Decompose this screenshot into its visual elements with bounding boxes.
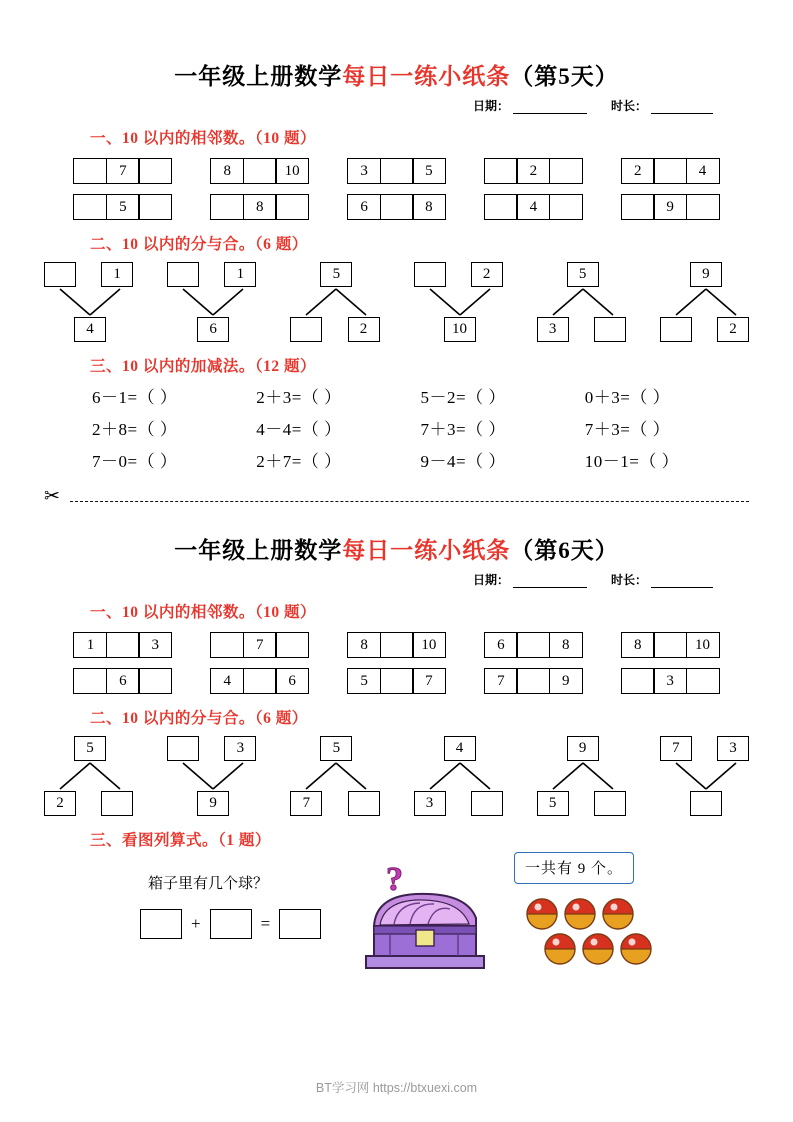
split-tree: [660, 736, 749, 816]
title-highlight: 每日一练小纸条: [342, 64, 511, 89]
arith-item[interactable]: 5－2=（ ）: [420, 388, 506, 407]
tree-box[interactable]: [101, 791, 133, 816]
split-tree: [290, 736, 379, 816]
neighbour-cell[interactable]: 9: [549, 668, 583, 694]
tree-box[interactable]: [290, 317, 322, 342]
neighbour-cell[interactable]: [138, 668, 172, 694]
tree-box[interactable]: 2: [348, 317, 380, 342]
section-heading-neighbours-day6: 一、10 以内的相邻数。（10 题）: [90, 604, 317, 621]
neighbour-cell[interactable]: 10: [412, 632, 446, 658]
tree-box[interactable]: 4: [444, 736, 476, 761]
neighbour-cell[interactable]: 7: [243, 632, 277, 658]
neighbour-cell[interactable]: 4: [210, 668, 244, 694]
neighbour-cell[interactable]: [686, 194, 720, 220]
neighbour-cell[interactable]: [73, 158, 107, 184]
title-prefix: 一年级上册数学: [174, 64, 343, 89]
neighbour-cell[interactable]: [243, 158, 277, 184]
tree-box[interactable]: [660, 317, 692, 342]
neighbour-cell[interactable]: 1: [73, 632, 107, 658]
arith-row: [92, 415, 749, 440]
split-tree: [167, 262, 256, 342]
arith-item[interactable]: 10－1=（ ）: [584, 452, 680, 471]
neighbour-cell[interactable]: 8: [347, 632, 381, 658]
neighbour-cell[interactable]: 2: [516, 158, 550, 184]
tree-box[interactable]: 7: [660, 736, 692, 761]
sheet-day5: [44, 58, 749, 472]
neighbour-group: [621, 668, 720, 694]
svg-text:?: ?: [386, 861, 403, 898]
neighbour-cell[interactable]: 8: [243, 194, 277, 220]
split-tree: [537, 262, 626, 342]
date-label: 日期：: [472, 573, 509, 587]
neighbour-cell[interactable]: 5: [412, 158, 446, 184]
neighbour-group: [347, 194, 446, 220]
tree-box[interactable]: 5: [567, 262, 599, 287]
neighbour-group: [621, 632, 720, 658]
arith-row: [92, 447, 749, 472]
tree-box[interactable]: 3: [717, 736, 749, 761]
tree-box[interactable]: 9: [690, 262, 722, 287]
section-heading-split-day6: 二、10 以内的分与合。（6 题）: [90, 710, 308, 727]
neighbour-cell[interactable]: [275, 194, 309, 220]
tree-box[interactable]: 2: [717, 317, 749, 342]
neighbour-cell[interactable]: [653, 158, 687, 184]
neighbour-cell[interactable]: 10: [275, 158, 309, 184]
neighbour-cell[interactable]: [653, 632, 687, 658]
neighbour-cell[interactable]: 6: [106, 668, 140, 694]
neighbour-cell[interactable]: 9: [653, 194, 687, 220]
section-heading-split-day5: 二、10 以内的分与合。（6 题）: [90, 236, 308, 253]
title-suffix: （第5天）: [510, 64, 619, 89]
neighbour-group: [484, 668, 583, 694]
arith-row: [92, 383, 749, 408]
neighbour-cell[interactable]: [243, 668, 277, 694]
neighbour-group: [210, 632, 309, 658]
picture-problem-left: [104, 856, 354, 939]
arith-item[interactable]: 9－4=（ ）: [420, 452, 506, 471]
neighbour-cell[interactable]: [484, 194, 518, 220]
section-heading-neighbours-day5: 一、10 以内的相邻数。（10 题）: [90, 130, 317, 147]
date-row-day6: [44, 571, 749, 588]
neighbour-group: [210, 158, 309, 184]
tree-box[interactable]: [167, 736, 199, 761]
neighbour-group: [484, 158, 583, 184]
footer-watermark: BT学习网 https://btxuexi.com: [315, 1081, 478, 1095]
neighbour-group: [210, 194, 309, 220]
neighbour-group: [347, 668, 446, 694]
neighbour-cell[interactable]: [138, 194, 172, 220]
arith-item[interactable]: 7＋3=（ ）: [420, 420, 506, 439]
equation-box-2[interactable]: [210, 909, 252, 939]
neighbour-cell[interactable]: 7: [412, 668, 446, 694]
neighbour-cell[interactable]: 2: [621, 158, 655, 184]
tree-box[interactable]: 3: [224, 736, 256, 761]
split-tree: [290, 262, 379, 342]
time-input[interactable]: [651, 574, 713, 588]
date-input[interactable]: [513, 574, 587, 588]
neighbour-cell[interactable]: [275, 632, 309, 658]
tree-box[interactable]: [471, 791, 503, 816]
tree-box[interactable]: 7: [290, 791, 322, 816]
neighbour-cell[interactable]: [210, 632, 244, 658]
neighbour-cell[interactable]: 5: [106, 194, 140, 220]
equation-row: [140, 909, 354, 939]
time-input[interactable]: [651, 100, 713, 114]
neighbour-cell[interactable]: [516, 632, 550, 658]
arith-item[interactable]: 6－1=（ ）: [92, 388, 178, 407]
split-tree: [44, 262, 133, 342]
neighbour-cell[interactable]: [106, 632, 140, 658]
time-label: 时长：: [610, 99, 647, 113]
neighbour-cell[interactable]: 4: [516, 194, 550, 220]
split-tree: [537, 736, 626, 816]
tree-box[interactable]: 3: [414, 791, 446, 816]
page-title-day6: [44, 532, 749, 565]
neighbour-cell[interactable]: [210, 194, 244, 220]
tree-box[interactable]: [44, 262, 76, 287]
neighbour-cell[interactable]: 10: [686, 632, 720, 658]
neighbour-cell[interactable]: 6: [484, 632, 518, 658]
balls-illustration: [514, 856, 694, 976]
dashed-line: [70, 501, 749, 502]
treasure-chest-icon: [354, 856, 504, 981]
date-input[interactable]: [513, 100, 587, 114]
page-title-day5: [44, 58, 749, 91]
arith-item[interactable]: 2＋8=（ ）: [92, 420, 178, 439]
balls-icon: [514, 894, 689, 974]
neighbour-group: [347, 158, 446, 184]
neighbour-row: [44, 158, 749, 184]
date-label: 日期：: [472, 99, 509, 113]
sheet-day6: [44, 532, 749, 976]
tree-box[interactable]: 3: [537, 317, 569, 342]
scissors-icon: ✂: [44, 486, 60, 507]
arith-item[interactable]: 7＋3=（ ）: [584, 420, 671, 439]
tree-row-day6: [44, 736, 749, 816]
neighbour-group: [484, 194, 583, 220]
split-tree: [414, 262, 503, 342]
tree-box[interactable]: 5: [537, 791, 569, 816]
arith-item[interactable]: 2＋3=（ ）: [256, 388, 342, 407]
neighbour-cell[interactable]: [686, 668, 720, 694]
arith-item[interactable]: 4－4=（ ）: [256, 420, 342, 439]
neighbour-cell[interactable]: [380, 668, 414, 694]
tree-box[interactable]: 9: [197, 791, 229, 816]
neighbour-cell[interactable]: [380, 632, 414, 658]
arith-item[interactable]: 7－0=（ ）: [92, 452, 178, 471]
neighbour-cell[interactable]: [380, 194, 414, 220]
neighbour-cell[interactable]: 7: [106, 158, 140, 184]
neighbour-cell[interactable]: 7: [484, 668, 518, 694]
tree-box[interactable]: 5: [320, 262, 352, 287]
split-tree: [167, 736, 256, 816]
tree-box[interactable]: 2: [471, 262, 503, 287]
equation-box-result[interactable]: [279, 909, 321, 939]
picture-question: 箱子里有几个球？: [148, 876, 269, 892]
title-suffix: （第6天）: [510, 538, 619, 563]
picture-problem: [44, 856, 749, 976]
tree-box[interactable]: [594, 317, 626, 342]
section-heading-arith-day5: 三、10 以内的加减法。（12 题）: [90, 358, 317, 375]
neighbour-group: [621, 158, 720, 184]
date-row-day5: [44, 97, 749, 114]
tree-box[interactable]: 6: [197, 317, 229, 342]
neighbour-group: [484, 632, 583, 658]
neighbour-cell[interactable]: [621, 668, 655, 694]
section-heading-picture-day6: 三、看图列算式。（1 题）: [90, 832, 271, 849]
title-highlight: 每日一练小纸条: [342, 538, 511, 563]
tree-box[interactable]: 5: [320, 736, 352, 761]
tree-box[interactable]: [594, 791, 626, 816]
tree-row-day5: [44, 262, 749, 342]
neighbour-cell[interactable]: 6: [347, 194, 381, 220]
plus-operator: +: [191, 914, 201, 933]
neighbour-group: [73, 194, 172, 220]
tree-box[interactable]: [414, 262, 446, 287]
neighbour-cell[interactable]: [621, 194, 655, 220]
split-tree: [414, 736, 503, 816]
neighbour-row: [44, 668, 749, 694]
neighbour-cell[interactable]: [380, 158, 414, 184]
neighbour-group: [621, 194, 720, 220]
equation-box-1[interactable]: [140, 909, 182, 939]
neighbour-cell[interactable]: 3: [347, 158, 381, 184]
neighbour-cell[interactable]: 8: [412, 194, 446, 220]
tree-box[interactable]: 5: [74, 736, 106, 761]
tree-box[interactable]: 4: [74, 317, 106, 342]
neighbour-cell[interactable]: [516, 668, 550, 694]
neighbour-row: [44, 632, 749, 658]
tree-box[interactable]: 1: [101, 262, 133, 287]
cut-line: [44, 488, 749, 514]
neighbour-group: [73, 632, 172, 658]
neighbour-cell[interactable]: [549, 158, 583, 184]
neighbour-cell[interactable]: [484, 158, 518, 184]
neighbour-group: [73, 158, 172, 184]
time-label: 时长：: [610, 573, 647, 587]
neighbour-cell[interactable]: 5: [347, 668, 381, 694]
neighbour-cell[interactable]: [549, 194, 583, 220]
split-tree: [660, 262, 749, 342]
neighbour-cell[interactable]: [138, 158, 172, 184]
split-tree: [44, 736, 133, 816]
tree-box[interactable]: 1: [224, 262, 256, 287]
tree-box[interactable]: [348, 791, 380, 816]
neighbour-cell[interactable]: 6: [275, 668, 309, 694]
arith-item[interactable]: 2＋7=（ ）: [256, 452, 342, 471]
neighbour-cell[interactable]: 8: [210, 158, 244, 184]
neighbour-cell[interactable]: [73, 194, 107, 220]
neighbour-group: [347, 632, 446, 658]
neighbour-cell[interactable]: 8: [621, 632, 655, 658]
neighbour-cell[interactable]: 3: [138, 632, 172, 658]
neighbour-cell[interactable]: 3: [653, 668, 687, 694]
tree-box[interactable]: [167, 262, 199, 287]
treasure-chest-illustration: [354, 856, 504, 976]
callout-total: 一共有 9 个。: [514, 852, 634, 884]
neighbour-group: [210, 668, 309, 694]
neighbour-cell[interactable]: 8: [549, 632, 583, 658]
neighbour-row: [44, 194, 749, 220]
arith-item[interactable]: 0＋3=（ ）: [584, 388, 671, 407]
equals-operator: =: [260, 914, 271, 933]
title-prefix: 一年级上册数学: [174, 538, 343, 563]
neighbour-group: [73, 668, 172, 694]
tree-box[interactable]: 2: [44, 791, 76, 816]
tree-box[interactable]: [690, 791, 722, 816]
neighbour-cell[interactable]: 4: [686, 158, 720, 184]
tree-box[interactable]: 10: [444, 317, 476, 342]
neighbour-cell[interactable]: [73, 668, 107, 694]
tree-box[interactable]: 9: [567, 736, 599, 761]
